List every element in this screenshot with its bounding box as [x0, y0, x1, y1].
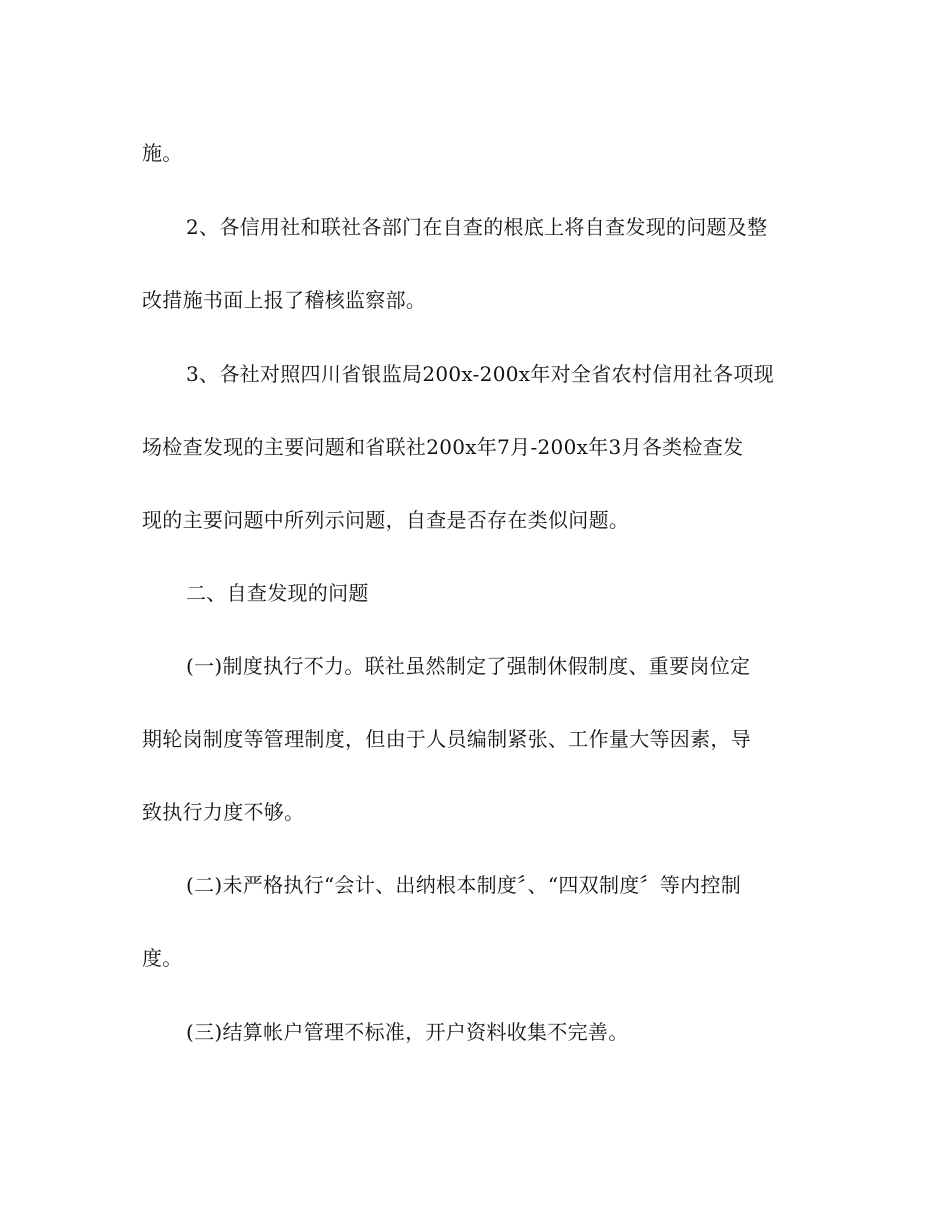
- paragraph-line: 施。: [142, 141, 183, 165]
- paragraph-line: 度。: [142, 946, 183, 970]
- paragraph-line: (三)结算帐户管理不标准，开户资料收集不完善。: [186, 1020, 629, 1044]
- paragraph-line: 2、各信用社和联社各部门在自查的根底上将自查发现的问题及整: [186, 215, 768, 239]
- paragraph-line: 现的主要问题中所列示问题，自查是否存在类似问题。: [142, 508, 630, 532]
- paragraph-line: 致执行力度不够。: [142, 800, 305, 824]
- paragraph-line: 场检查发现的主要问题和省联社200x年7月-200x年3月各类检查发: [142, 435, 744, 459]
- paragraph-line: 3、各社对照四川省银监局200x-200x年对全省农村信用社各项现: [186, 362, 774, 386]
- paragraph-line: 改措施书面上报了稽核监察部。: [142, 288, 427, 312]
- paragraph-line: (一)制度执行不力。联社虽然制定了强制休假制度、重要岗位定: [186, 654, 751, 678]
- section-heading: 二、自查发现的问题: [186, 581, 369, 605]
- paragraph-line: 期轮岗制度等管理制度，但由于人员编制紧张、工作量大等因素，导: [142, 727, 751, 751]
- paragraph-line: (二)未严格执行“会计、出纳根本制度〞、“四双制度〞等内控制: [186, 873, 742, 897]
